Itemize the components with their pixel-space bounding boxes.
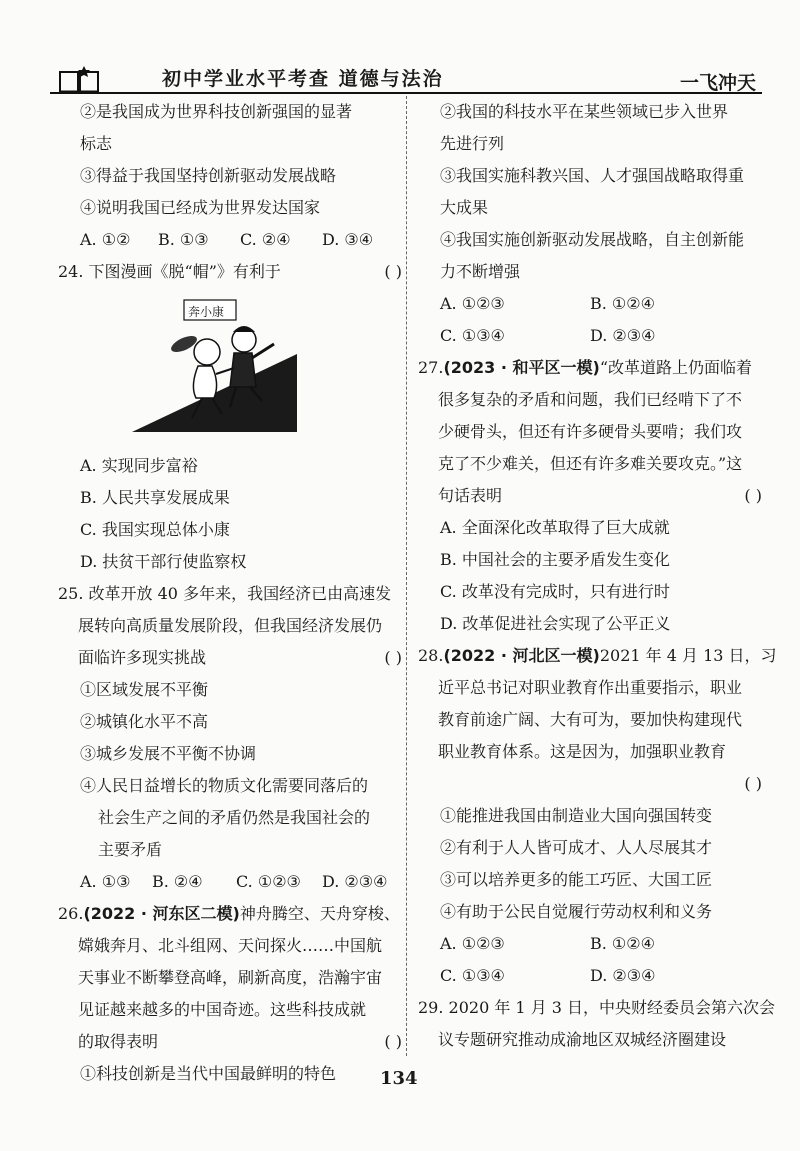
q23-option-c: C. ②④ (240, 230, 291, 249)
cartoon-body-left (193, 366, 216, 398)
q28-stem-line-2: 近平总书记对职业教育作出重要指示，职业 (438, 678, 743, 697)
q25-item-4-cont-1: 社会生产之间的矛盾仍然是我国社会的 (98, 808, 371, 827)
q28-first: 2021 年 4 月 13 日，习 (599, 646, 777, 665)
q24-stem (58, 256, 410, 288)
q25-option-d: D. ②③④ (322, 872, 388, 891)
q28-options-row-2 (418, 960, 770, 992)
q24-option-d: D. 扶贫干部行使监察权 (80, 552, 247, 571)
q25-stem-line-3 (58, 642, 410, 674)
q28-option-d: D. ②③④ (590, 966, 656, 985)
q27-number: 27. (418, 358, 444, 377)
q25-option-a: A. ①③ (80, 872, 131, 891)
q28-options-row-1 (418, 928, 770, 960)
q26-answer-paren: ( ) (384, 1032, 402, 1051)
q28-stem-line-1 (418, 640, 777, 672)
q24-option-a: A. 实现同步富裕 (80, 456, 198, 475)
q25-option-c: C. ①②③ (236, 872, 301, 891)
q28-stem-line-3: 教育前途广阔、大有可为，要加快构建现代 (438, 710, 743, 729)
q26-options-row-1 (418, 288, 770, 320)
q25-option-b: B. ②④ (152, 872, 203, 891)
q26-stem-line-2: 嫦娥奔月、北斗组网、天问探火……中国航 (78, 936, 383, 955)
left-column (58, 96, 410, 1090)
q28-number: 28. (418, 646, 444, 665)
q27-stem-line-2: 很多复杂的矛盾和问题，我们已经啃下了不 (438, 390, 743, 409)
q28-answer-paren: ( ) (744, 774, 762, 793)
q27-stem-line-3: 少硬骨头，但还有许多硬骨头要啃；我们攻 (438, 422, 743, 441)
q28-option-a: A. ①②③ (440, 934, 505, 953)
q27-stem-line-4: 克了不少难关，但还有许多难关要攻克。”这 (438, 454, 743, 473)
q26-option-c: C. ①③④ (440, 326, 505, 345)
q26-stem-line-5-text: 的取得表明 (78, 1032, 159, 1051)
q26-item-4-cont: 力不断增强 (440, 262, 521, 281)
q26-options-row-2 (418, 320, 770, 352)
q28-item-4: ④有助于公民自觉履行劳动权利和义务 (440, 902, 713, 921)
q26-item-3-cont: 大成果 (440, 198, 489, 217)
header-title: 初中学业水平考查 道德与法治 (162, 68, 444, 90)
q24-option-b: B. 人民共享发展成果 (80, 488, 230, 507)
q25-item-1: ①区域发展不平衡 (80, 680, 209, 699)
q26-source: (2022 · 河东区二模) (83, 904, 240, 923)
q28-source: (2022 · 河北区一模) (443, 646, 600, 665)
q26-item-4: ④我国实施创新驱动发展战略，自主创新能 (440, 230, 745, 249)
q26-number: 26. (58, 904, 84, 923)
q26-first: 神舟腾空、天舟穿梭、 (239, 904, 400, 923)
q25-item-3: ③城乡发展不平衡不协调 (80, 744, 257, 763)
page-header (50, 56, 762, 94)
q26-option-b: B. ①②④ (590, 294, 655, 313)
q23-item-2-cont: 标志 (80, 134, 113, 153)
q28-item-3: ③可以培养更多的能工巧匠、大国工匠 (440, 870, 713, 889)
q23-option-b: B. ①③ (158, 230, 209, 249)
book-logo-icon (58, 62, 102, 94)
q27-first: “改革道路上仍面临着 (599, 358, 753, 377)
q28-option-c: C. ①③④ (440, 966, 505, 985)
q23-item-4: ④说明我国已经成为世界发达国家 (80, 198, 321, 217)
q24-stem-text: 24. 下图漫画《脱“帽”》有利于 (58, 262, 281, 281)
q26-stem-line-1 (58, 898, 410, 930)
page-number: 134 (380, 1068, 418, 1089)
q26-item-2-cont: 先进行列 (440, 134, 505, 153)
q27-stem-line-5-text: 句话表明 (438, 486, 503, 505)
cartoon-sign-label: 奔小康 (188, 305, 225, 319)
q29-stem-line-2: 议专题研究推动成渝地区双城经济圈建设 (438, 1030, 727, 1049)
q28-item-2: ②有利于人人皆可成才、人人尽展其才 (440, 838, 713, 857)
q25-stem-line-3-text: 面临许多现实挑战 (78, 648, 207, 667)
q29-stem-line-1: 29. 2020 年 1 月 3 日，中央财经委员会第六次会 (418, 998, 776, 1017)
q26-item-3: ③我国实施科教兴国、人才强国战略取得重 (440, 166, 745, 185)
q23-option-d: D. ③④ (322, 230, 374, 249)
q26-option-a: A. ①②③ (440, 294, 505, 313)
q26-stem-line-4: 见证越来越多的中国奇迹。这些科技成就 (78, 1000, 367, 1019)
header-rule (50, 92, 762, 94)
q25-item-4: ④人民日益增长的物质文化需要同落后的 (80, 776, 369, 795)
q24-cartoon (58, 292, 410, 442)
q25-item-4-cont-2: 主要矛盾 (98, 840, 163, 859)
q27-option-b: B. 中国社会的主要矛盾发生变化 (440, 550, 670, 569)
q27-stem-line-5 (418, 480, 770, 512)
q24-option-c: C. 我国实现总体小康 (80, 520, 230, 539)
q26-stem-line-5 (58, 1026, 410, 1058)
q28-item-1: ①能推进我国由制造业大国向强国转变 (440, 806, 713, 825)
q26-option-d: D. ②③④ (590, 326, 656, 345)
q27-option-c: C. 改革没有完成时，只有进行时 (440, 582, 670, 601)
q23-option-a: A. ①② (80, 230, 131, 249)
q25-stem-line-2: 展转向高质量发展阶段，但我国经济发展仍 (78, 616, 383, 635)
q26-item-2: ②我国的科技水平在某些领域已步入世界 (440, 102, 729, 121)
q26-stem-line-3: 天事业不断攀登高峰，刷新高度，浩瀚宇宙 (78, 968, 383, 987)
q27-stem-line-1 (418, 352, 770, 384)
q23-item-2: ②是我国成为世界科技创新强国的显著 (80, 102, 353, 121)
cartoon-hair (233, 326, 255, 332)
q28-option-b: B. ①②④ (590, 934, 655, 953)
q24-answer-paren: ( ) (384, 262, 402, 281)
q27-option-a: A. 全面深化改革取得了巨大成就 (440, 518, 670, 537)
q25-stem-line-1: 25. 改革开放 40 多年来，我国经济已由高速发 (58, 584, 392, 603)
q28-stem-line-4: 职业教育体系。这是因为，加强职业教育 (438, 742, 727, 761)
q27-answer-paren: ( ) (744, 486, 762, 505)
q27-option-d: D. 改革促进社会实现了公平正义 (440, 614, 671, 633)
q23-item-3: ③得益于我国坚持创新驱动发展战略 (80, 166, 337, 185)
right-column (418, 96, 777, 1056)
q23-options (58, 224, 410, 256)
cartoon-head-left (194, 339, 220, 365)
q26-item-1: ①科技创新是当代中国最鲜明的特色 (80, 1064, 337, 1083)
q25-item-2: ②城镇化水平不高 (80, 712, 209, 731)
q28-paren-line (418, 768, 770, 800)
q25-answer-paren: ( ) (384, 648, 402, 667)
header-brand: 一飞冲天 (679, 72, 756, 94)
q27-source: (2023 · 和平区一模) (443, 358, 600, 377)
q25-options (58, 866, 410, 898)
cartoon-arm-pointing (252, 344, 274, 358)
